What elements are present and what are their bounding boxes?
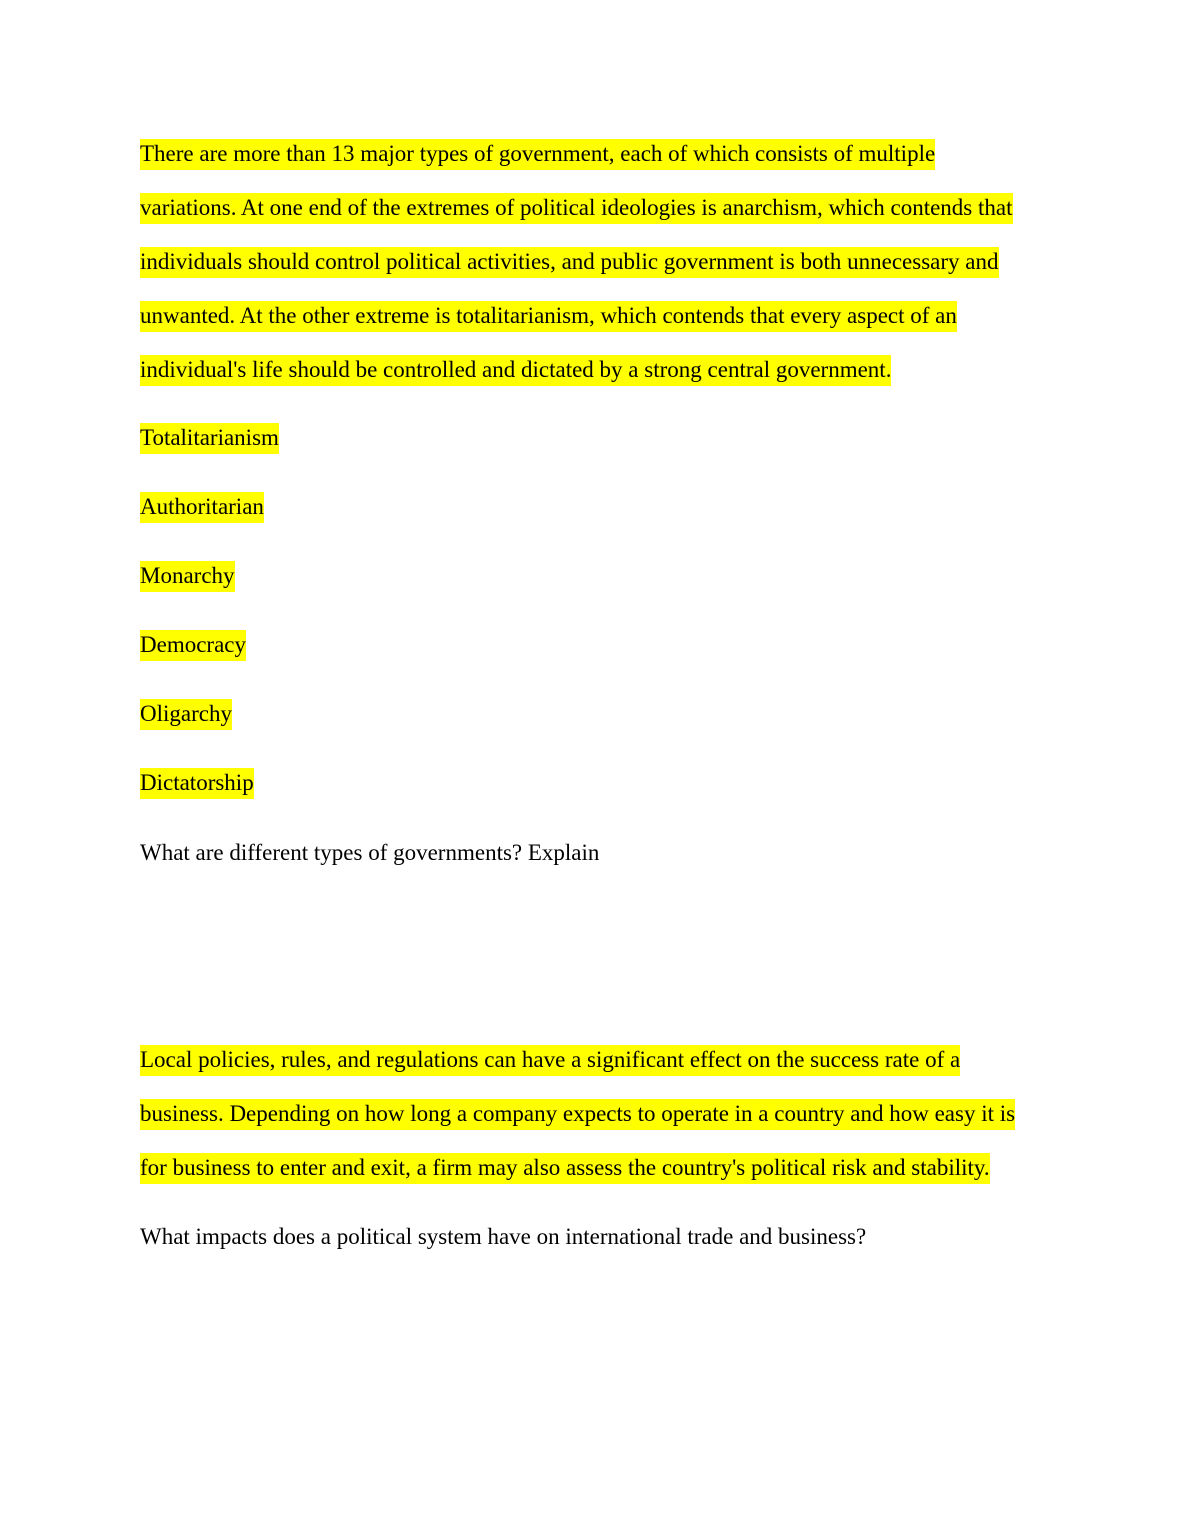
government-type-dictatorship: Dictatorship	[140, 768, 254, 799]
question-text: What are different types of governments? Explain	[140, 840, 600, 865]
highlighted-text: There are more than 13 major types of government, each of which consists of multiple	[140, 139, 935, 170]
intro-paragraph	[140, 127, 1013, 397]
list-item	[140, 756, 279, 825]
list-item	[140, 618, 279, 687]
government-type-monarchy: Monarchy	[140, 561, 235, 592]
question-text: What impacts does a political system have on international trade and business?	[140, 1224, 867, 1249]
government-types-list	[140, 411, 279, 825]
list-item	[140, 687, 279, 756]
highlighted-text: business. Depending on how long a company expects to operate in a country and how easy it is	[140, 1099, 1015, 1130]
highlighted-text: individuals should control political activities, and public government is both unnecessary and	[140, 247, 999, 278]
paragraph-line	[140, 181, 1013, 235]
highlighted-text: unwanted. At the other extreme is totalitarianism, which contends that every aspect of an	[140, 301, 957, 332]
list-item	[140, 411, 279, 480]
question-1	[140, 826, 599, 880]
paragraph-line	[140, 289, 1013, 343]
highlighted-text: variations. At one end of the extremes of political ideologies is anarchism, which contends that	[140, 193, 1013, 224]
paragraph-line	[140, 1087, 1015, 1141]
paragraph-line	[140, 343, 1013, 397]
highlighted-text: Local policies, rules, and regulations can have a significant effect on the success rate of a	[140, 1045, 960, 1076]
government-type-authoritarian: Authoritarian	[140, 492, 264, 523]
government-type-democracy: Democracy	[140, 630, 246, 661]
government-type-oligarchy: Oligarchy	[140, 699, 232, 730]
government-type-totalitarianism: Totalitarianism	[140, 423, 279, 454]
list-item	[140, 480, 279, 549]
highlighted-text: for business to enter and exit, a firm may also assess the country's political risk and stability.	[140, 1153, 990, 1184]
paragraph-line	[140, 1033, 1015, 1087]
highlighted-text: individual's life should be controlled and dictated by a strong central government.	[140, 355, 891, 386]
list-item	[140, 549, 279, 618]
paragraph-line	[140, 127, 1013, 181]
paragraph-line	[140, 235, 1013, 289]
question-2	[140, 1210, 866, 1264]
paragraph-line	[140, 1141, 1015, 1195]
business-paragraph	[140, 1033, 1015, 1195]
